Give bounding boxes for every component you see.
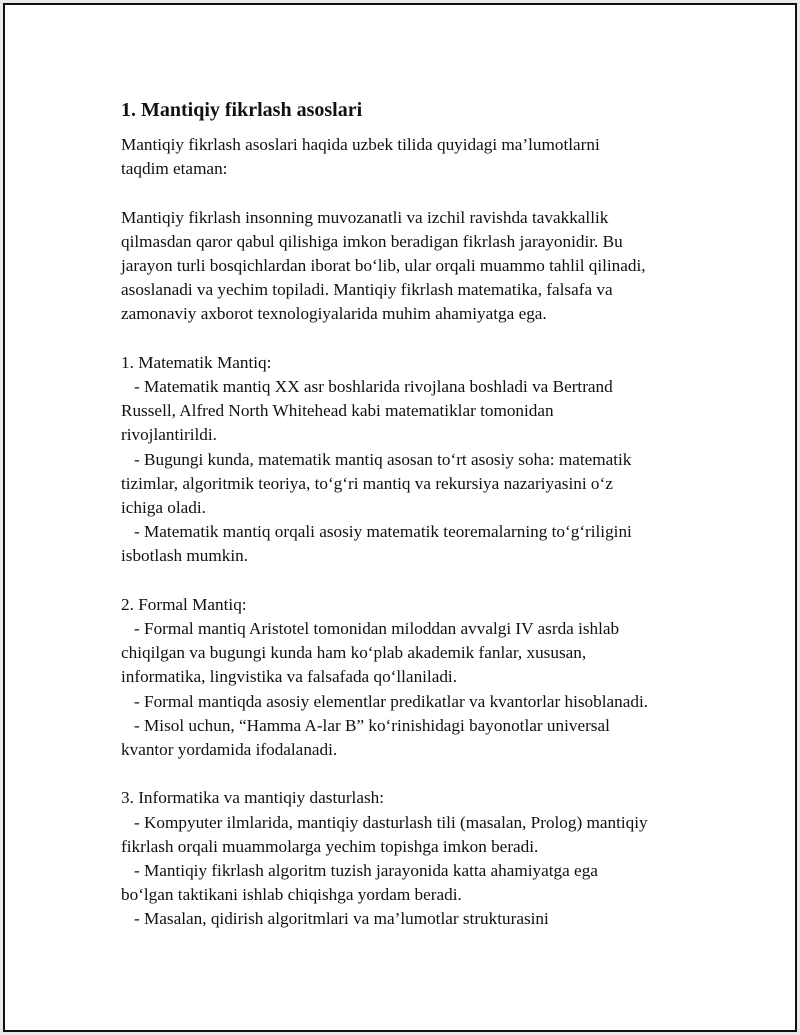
text-line: chiqilgan va bugungi kunda ham ko‘plab akademik fanlar, xususan, — [121, 643, 587, 663]
bullet-item — [121, 907, 711, 931]
text-line: zamonaviy axborot texnologiyalarida muhim ahamiyatga ega. — [121, 304, 547, 324]
section-formal-mantiq — [121, 593, 711, 762]
text-line: - Bugungi kunda, matematik mantiq asosan to‘rt asosiy soha: matematik — [134, 449, 632, 469]
text-line: bo‘lgan taktikani ishlab chiqishga yordam beradi. — [121, 885, 462, 905]
intro-paragraph — [121, 133, 711, 181]
document-content — [121, 97, 711, 932]
text-line: Mantiqiy fikrlash insonning muvozanatli va izchil ravishda tavakkallik — [121, 207, 609, 227]
bullet-item — [121, 714, 711, 762]
text-line: - Mantiqiy fikrlash algoritm tuzish jarayonida katta ahamiyatga ega — [134, 861, 598, 881]
text-line: qilmasdan qaror qabul qilishiga imkon beradigan fikrlash jarayonidir. Bu — [121, 231, 623, 251]
bullet-item — [121, 520, 711, 568]
text-line: - Kompyuter ilmlarida, mantiqiy dasturlash tili (masalan, Prolog) mantiqiy — [134, 812, 648, 832]
text-line: asoslanadi va yechim topiladi. Mantiqiy fikrlash matematika, falsafa va — [121, 280, 613, 300]
text-line: fikrlash orqali muammolarga yechim topishga imkon beradi. — [121, 836, 539, 856]
bullet-item — [121, 811, 711, 859]
text-line: Mantiqiy fikrlash asoslari haqida uzbek tilida quyidagi ma’lumotlarni — [121, 135, 600, 154]
bullet-item — [121, 859, 711, 907]
section-title: 2. Formal Mantiq: — [121, 594, 247, 614]
text-line: - Formal mantiqda asosiy elementlar predikatlar va kvantorlar hisoblanadi. — [134, 691, 649, 711]
text-line: tizimlar, algoritmik teoriya, to‘g‘ri mantiq va rekursiya nazariyasini o‘z — [121, 473, 613, 493]
section-matematik-mantiq — [121, 351, 711, 569]
section-title: 1. Matematik Mantiq: — [121, 352, 272, 372]
bullet-item — [121, 448, 711, 521]
text-line: informatika, lingvistika va falsafada qo‘llaniladi. — [121, 667, 458, 687]
section-informatika — [121, 786, 711, 931]
text-line: Russell, Alfred North Whitehead kabi matematiklar tomonidan — [121, 401, 554, 421]
page-title: 1. Mantiqiy fikrlash asoslari — [121, 99, 363, 121]
document-page — [3, 3, 797, 1032]
text-line: rivojlantirildi. — [121, 425, 217, 445]
text-line: - Misol uchun, “Hamma A-lar B” ko‘rinishidagi bayonotlar universal — [134, 715, 610, 735]
overview-paragraph — [121, 206, 711, 327]
text-line: jarayon turli bosqichlardan iborat bo‘lib, ular orqali muammo tahlil qilinadi, — [121, 256, 646, 275]
text-line: taqdim etaman: — [121, 159, 228, 179]
bullet-item — [121, 617, 711, 690]
text-line: - Matematik mantiq orqali asosiy matematik teoremalarning to‘g‘riligini — [134, 522, 632, 542]
text-line: ichiga oladi. — [121, 498, 206, 518]
section-title: 3. Informatika va mantiqiy dasturlash: — [121, 788, 384, 808]
text-line: isbotlash mumkin. — [121, 546, 249, 566]
text-line: - Masalan, qidirish algoritmlari va ma’lumotlar strukturasini — [134, 909, 549, 929]
text-line: - Matematik mantiq XX asr boshlarida rivojlana boshladi va Bertrand — [134, 377, 613, 396]
bullet-item — [121, 375, 711, 448]
text-line: - Formal mantiq Aristotel tomonidan miloddan avvalgi IV asrda ishlab — [134, 619, 620, 639]
text-line: kvantor yordamida ifodalanadi. — [121, 740, 338, 760]
bullet-item — [121, 690, 711, 714]
